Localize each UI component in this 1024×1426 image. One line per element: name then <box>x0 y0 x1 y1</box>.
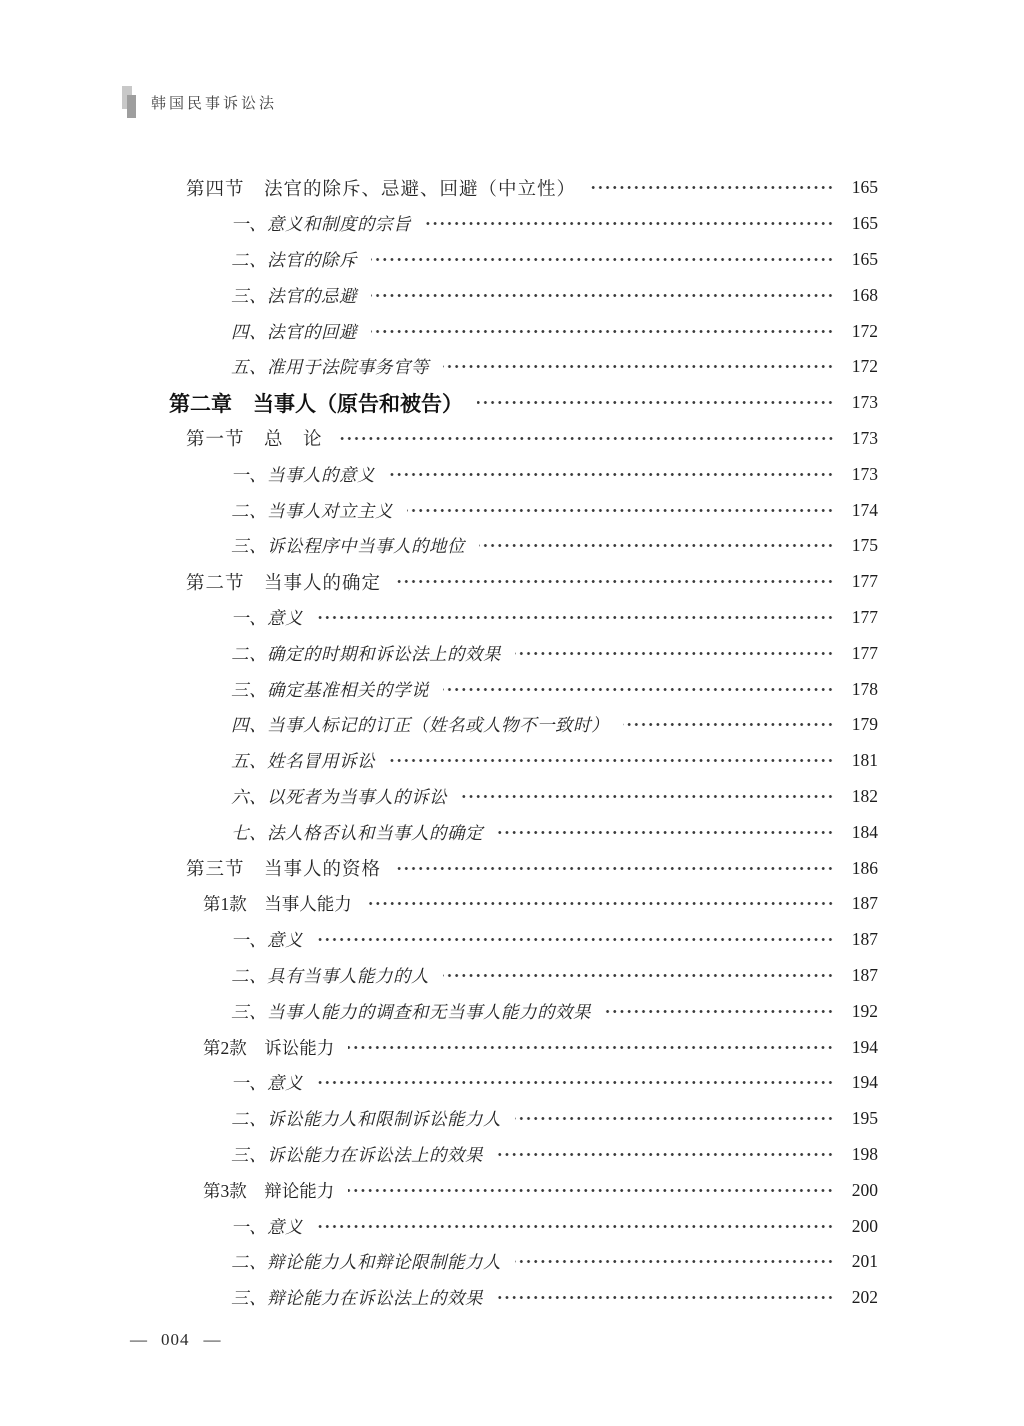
toc-entry-page: 195 <box>851 1108 878 1129</box>
toc-entry <box>0 922 1024 958</box>
toc-entry-page: 186 <box>851 857 878 878</box>
toc-entry-page: 177 <box>851 606 878 627</box>
toc-entry-title: 第二节 当事人的确定 <box>186 571 382 593</box>
toc-entry <box>0 993 1024 1029</box>
toc-entry <box>0 277 1024 313</box>
dot-leader <box>515 1259 834 1264</box>
toc-entry <box>0 421 1024 457</box>
toc-entry-title: 一、意义 <box>231 930 303 951</box>
toc-entry <box>0 313 1024 349</box>
dot-leader <box>623 722 834 727</box>
toc-entry <box>0 600 1024 636</box>
dot-leader <box>389 758 834 763</box>
dot-leader <box>479 543 834 548</box>
toc-entry <box>0 456 1024 492</box>
toc-entry-page: 173 <box>851 463 878 484</box>
dot-leader <box>443 364 834 369</box>
toc-entry-page: 177 <box>851 571 878 592</box>
toc-entry-title: 一、意义 <box>231 1073 303 1094</box>
toc-entry-title: 二、辩论能力人和辩论限制能力人 <box>231 1252 501 1273</box>
toc-entry-title: 第二章 当事人（原告和被告） <box>169 392 463 416</box>
toc-entry <box>0 850 1024 886</box>
toc-entry <box>0 1208 1024 1244</box>
page-footer <box>130 1330 221 1350</box>
toc-entry-page: 172 <box>851 320 878 341</box>
toc-entry-page: 184 <box>851 821 878 842</box>
toc-entry-title: 五、姓名冒用诉讼 <box>231 751 375 772</box>
toc-entry-page: 198 <box>851 1143 878 1164</box>
toc-entry-title: 三、诉讼能力在诉讼法上的效果 <box>231 1144 483 1165</box>
footer-dash-left: — <box>130 1330 147 1349</box>
toc-entry-title: 二、具有当事人能力的人 <box>231 965 429 986</box>
dot-leader <box>395 866 834 871</box>
dot-leader <box>371 257 834 262</box>
dot-leader <box>371 293 834 298</box>
toc-entry <box>0 707 1024 743</box>
dot-leader <box>348 1045 834 1050</box>
dot-leader <box>497 1152 834 1157</box>
dot-leader <box>389 472 834 477</box>
toc-entry <box>0 958 1024 994</box>
folio-page-number: 004 <box>161 1330 190 1349</box>
dot-leader <box>477 400 834 405</box>
toc-entry-title: 一、意义 <box>231 607 303 628</box>
dot-leader <box>317 615 834 620</box>
toc-entry <box>0 671 1024 707</box>
toc-entry-title: 五、准用于法院事务官等 <box>231 357 429 378</box>
dot-leader <box>337 436 834 441</box>
toc-entry-title: 第3款 辩论能力 <box>203 1180 335 1201</box>
dot-leader <box>366 901 834 906</box>
dot-leader <box>317 1224 834 1229</box>
toc-entry <box>0 1065 1024 1101</box>
dot-leader <box>348 1188 834 1193</box>
toc-entry <box>0 779 1024 815</box>
toc-entry <box>0 1029 1024 1065</box>
toc-entry-page: 194 <box>851 1072 878 1093</box>
toc-entry <box>0 242 1024 278</box>
toc-entry <box>0 528 1024 564</box>
toc-entry <box>0 814 1024 850</box>
dot-leader <box>407 508 834 513</box>
toc-entry-page: 181 <box>851 750 878 771</box>
dot-leader <box>425 221 834 226</box>
toc-entry <box>0 1244 1024 1280</box>
toc-entry-page: 165 <box>851 213 878 234</box>
toc-entry <box>0 1101 1024 1137</box>
toc-entry-page: 200 <box>851 1179 878 1200</box>
toc-entry-page: 173 <box>851 392 878 413</box>
toc-entry-page: 165 <box>851 177 878 198</box>
toc-entry-title: 四、法官的回避 <box>231 321 357 342</box>
toc-entry-title: 三、当事人能力的调查和无当事人能力的效果 <box>231 1001 591 1022</box>
toc-entry-title: 第一节 总 论 <box>186 428 323 450</box>
toc-entry <box>0 1137 1024 1173</box>
toc-entry-page: 201 <box>851 1251 878 1272</box>
toc-entry-page: 172 <box>851 356 878 377</box>
toc-entry-title: 二、当事人对立主义 <box>231 500 393 521</box>
toc-entry-page: 200 <box>851 1215 878 1236</box>
toc-entry <box>0 886 1024 922</box>
dot-leader <box>590 185 834 190</box>
toc-entry <box>0 1280 1024 1316</box>
toc-entry-title: 第三节 当事人的资格 <box>186 858 382 880</box>
toc-entry-title: 四、当事人标记的订正（姓名或人物不一致时） <box>231 715 609 736</box>
dot-leader <box>497 830 834 835</box>
toc-entry-title: 第2款 诉讼能力 <box>203 1037 335 1058</box>
toc-entry-title: 六、以死者为当事人的诉讼 <box>231 786 447 807</box>
dot-leader <box>443 973 834 978</box>
book-title: 韩国民事诉讼法 <box>151 95 278 112</box>
toc-entry-page: 187 <box>851 929 878 950</box>
toc-entry-title: 三、法官的忌避 <box>231 285 357 306</box>
running-head <box>122 85 277 119</box>
toc-entry-page: 187 <box>851 964 878 985</box>
dot-leader <box>443 687 834 692</box>
toc-entry-page: 178 <box>851 678 878 699</box>
toc-entry <box>0 564 1024 600</box>
toc-entry <box>0 743 1024 779</box>
toc-entry-page: 168 <box>851 284 878 305</box>
toc-entry-page: 165 <box>851 248 878 269</box>
toc-entry <box>0 206 1024 242</box>
dot-leader <box>461 794 834 799</box>
dot-leader <box>515 1116 834 1121</box>
toc-entry-title: 三、辩论能力在诉讼法上的效果 <box>231 1288 483 1309</box>
toc-entry-page: 194 <box>851 1036 878 1057</box>
toc-entry-page: 174 <box>851 499 878 520</box>
toc-entry-page: 177 <box>851 642 878 663</box>
toc-entry-title: 一、意义和制度的宗旨 <box>231 214 411 235</box>
toc-entry <box>0 170 1024 206</box>
toc-entry <box>0 492 1024 528</box>
toc-list <box>0 170 1024 1316</box>
toc-entry <box>0 385 1024 421</box>
toc-entry-page: 202 <box>851 1287 878 1308</box>
dot-leader <box>371 329 834 334</box>
bookmark-bar-dark <box>127 95 136 118</box>
footer-dash-right: — <box>203 1330 221 1349</box>
toc-entry-title: 二、法官的除斥 <box>231 249 357 270</box>
toc-entry-page: 175 <box>851 535 878 556</box>
toc-entry-title: 二、确定的时期和诉讼法上的效果 <box>231 643 501 664</box>
toc-entry <box>0 349 1024 385</box>
toc-entry-title: 一、当事人的意义 <box>231 464 375 485</box>
toc-entry-page: 182 <box>851 785 878 806</box>
dot-leader <box>395 579 834 584</box>
toc-entry-title: 第1款 当事人能力 <box>203 894 352 915</box>
dot-leader <box>605 1009 834 1014</box>
toc-entry-title: 三、诉讼程序中当事人的地位 <box>231 536 465 557</box>
dot-leader <box>497 1295 834 1300</box>
toc-entry-title: 七、法人格否认和当事人的确定 <box>231 822 483 843</box>
dot-leader <box>515 651 834 656</box>
bookmark-bar-icon <box>122 85 138 119</box>
toc-entry-page: 192 <box>851 1000 878 1021</box>
toc-entry <box>0 1172 1024 1208</box>
toc-entry-page: 173 <box>851 427 878 448</box>
toc-entry-title: 第四节 法官的除斥、忌避、回避（中立性） <box>186 177 577 199</box>
toc-entry-page: 179 <box>851 714 878 735</box>
toc-entry-title: 三、确定基准相关的学说 <box>231 679 429 700</box>
toc-entry <box>0 635 1024 671</box>
dot-leader <box>317 1080 834 1085</box>
dot-leader <box>317 937 834 942</box>
toc-entry-page: 187 <box>851 893 878 914</box>
toc-entry-title: 一、意义 <box>231 1216 303 1237</box>
toc-entry-title: 二、诉讼能力人和限制诉讼能力人 <box>231 1109 501 1130</box>
